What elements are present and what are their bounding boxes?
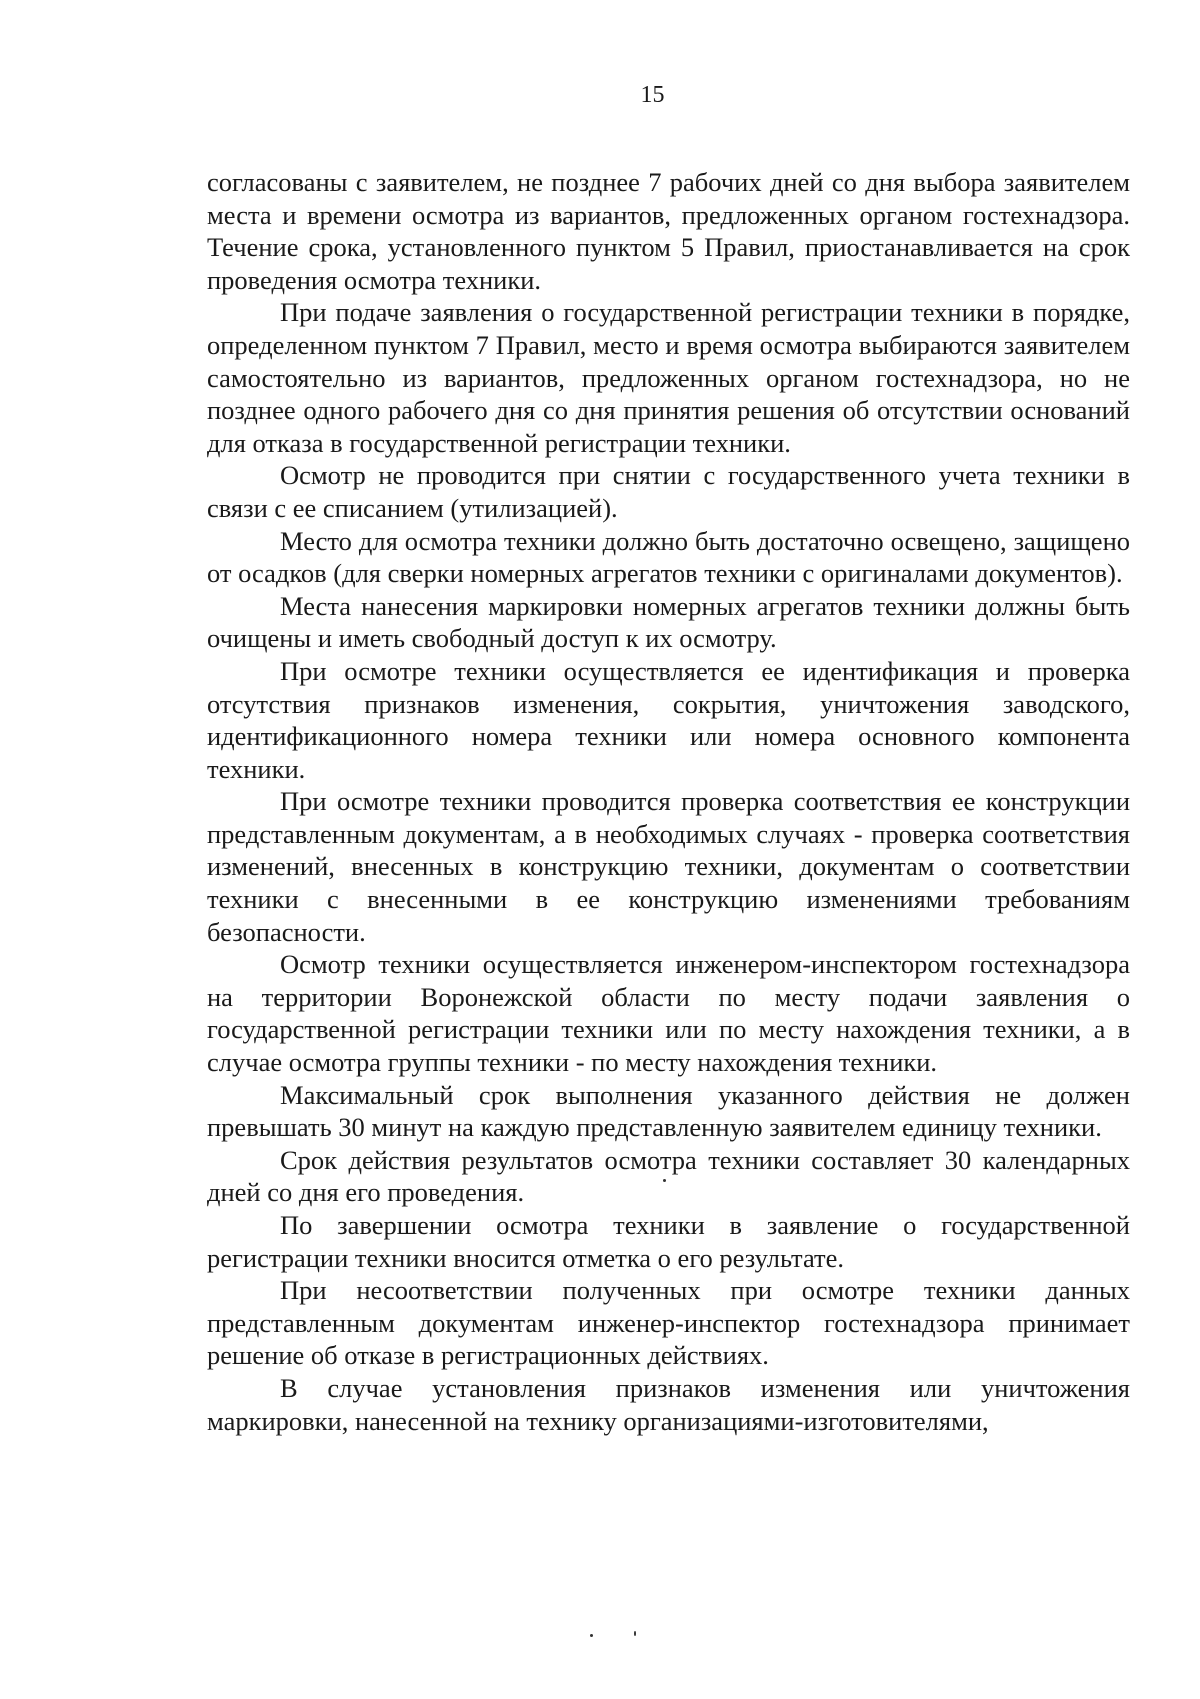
paragraph: В случае установления признаков изменения или уничтожения маркировки, нанесенной на технику организациями-изготовителями, (207, 1372, 1130, 1436)
paragraph: Осмотр не проводится при снятии с государственного учета техники в связи с ее списанием (утилизацией). (207, 460, 1130, 523)
paragraph: Места нанесения маркировки номерных агрегатов техники должны быть очищены и иметь свободный доступ к их осмотру. (207, 590, 1130, 654)
paragraph: При осмотре техники проводится проверка соответствия ее конструкции представленным документам, а в необходимых случаях - проверка соответствия изменений, внесенных в конструкцию техники, документам о соответствии техники с внесенными в ее конструкцию изменениями требованиям безопасности. (207, 786, 1130, 947)
scan-speck (634, 1631, 636, 1636)
paragraph: Место для осмотра техники должно быть достаточно освещено, защищено от осадков (для сверки номерных агрегатов техники с оригиналами документов). (207, 525, 1130, 589)
paragraph: согласованы с заявителем, не позднее 7 рабочих дней со дня выбора заявителем места и времени осмотра из вариантов, предложенных органом гостехнадзора. Течение срока, установленного пунктом 5 Правил, приостанавливается на срок проведения осмотра техники. (207, 167, 1130, 295)
paragraph: При подаче заявления о государственной регистрации техники в порядке, определенном пунктом 7 Правил, место и время осмотра выбираются заявителем самостоятельно из вариантов, предложенных органом гостехнадзора, но не позднее одного рабочего дня со дня принятия решения об отсутствии оснований для отказа в государственной регистрации техники. (207, 297, 1130, 458)
paragraph: Срок действия результатов осмотра техники составляет 30 календарных дней со дня его проведения. (207, 1144, 1130, 1208)
paragraph: Максимальный срок выполнения указанного действия не должен превышать 30 минут на каждую представленную заявителем единицу техники. (207, 1079, 1130, 1143)
paragraph: Осмотр техники осуществляется инженером-инспектором гостехнадзора на территории Воронежской области по месту подачи заявления о государственной регистрации техники или по месту нахождения техники, а в случае осмотра группы техники - по месту нахождения техники. (207, 949, 1130, 1078)
paragraph: По завершении осмотра техники в заявление о государственной регистрации техники вносится отметка о его результате. (207, 1210, 1130, 1273)
paragraph: При несоответствии полученных при осмотре техники данных представленным документам инженер-инспектор гостехнадзора принимает решение об отказе в регистрационных действиях. (207, 1275, 1130, 1371)
document-body (207, 166, 1130, 1437)
page-number: 15 (640, 82, 665, 108)
scan-speck (663, 1179, 666, 1182)
scan-speck (590, 1634, 593, 1637)
paragraph: При осмотре техники осуществляется ее идентификация и проверка отсутствия признаков изменения, сокрытия, уничтожения заводского, идентификационного номера техники или номера основного компонента техники. (207, 655, 1130, 784)
